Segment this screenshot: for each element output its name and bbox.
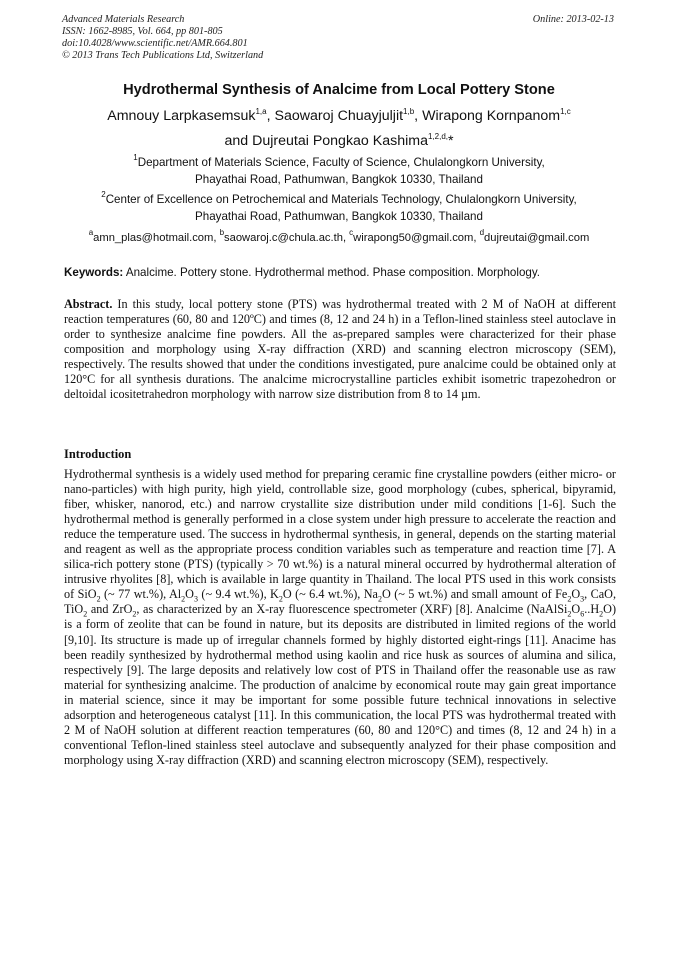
online-date: Online: 2013-02-13 [532, 14, 614, 25]
email-mark: b [219, 228, 225, 237]
intro-subscript: 2 [278, 594, 283, 604]
author-and: and [224, 133, 253, 149]
journal-doi: doi:10.4028/www.scientific.net/AMR.664.801 [62, 38, 248, 49]
email-link[interactable]: wirapong50@gmail.com, [353, 232, 480, 244]
abstract [64, 297, 616, 402]
intro-text: O (~ 6.4 wt.%), Na [282, 587, 378, 602]
intro-subscript: 2 [377, 594, 382, 604]
keywords [64, 266, 616, 280]
author-name: Dujreutai Pongkao Kashima [252, 133, 428, 149]
corresponding-star: * [447, 133, 454, 149]
email-link[interactable]: saowaroj.c@chula.ac.th, [224, 232, 350, 244]
abstract-label: Abstract. [64, 297, 113, 311]
intro-text: O) is a form of zeolite that can be found in nature, but its deposits are distributed in limited regions of the world [9,10]. Its structure is made up of irregular channels formed by highly distorted eight-rings [11]. Anacime has been readily synthesized by hydrothermal method using kaolin and rice husk as sources of alumina and silica, respectively [9]. The large deposits and relatively low cost of PTS in Thailand offer the reasonable use as raw material for synthesizing analcime. The production of analcime by economical route may gain great importance in material science, since it may be important for some possible future technical innovations in selective adsorption and heterogeneous catalyst [11]. In this communication, the local PTS was hydrothermal treated with 2 M of NaOH solution at different reaction temperatures (60, 80 and 120°C) and times (8, 12 and 24 h) in a conventional Teflon-lined stainless steel autoclave and subsequently analyzed for their phase composition and morphology using X-ray diffraction (XRD) and scanning electron microscopy (SEM), respectively. [64, 602, 617, 767]
email-mark: c [349, 228, 354, 237]
affiliation-mark: 1 [133, 153, 138, 162]
intro-text: , CaO, TiO [64, 587, 617, 617]
journal-header [62, 14, 263, 62]
introduction-body [64, 467, 616, 768]
affiliation-text: Department of Materials Science, Faculty of Science, Chulalongkorn University, [137, 156, 545, 169]
author-affil-mark: 1,a [255, 107, 267, 116]
abstract-text: In this study, local pottery stone (PTS) was hydrothermal treated with 2 M of NaOH at different reaction temperatures (60, 80 and 120ºC) and times (8, 12 and 24 h) in a Teflon-lined stainless steel autoclave in order to synthesize analcime fine powders. All the as-prepared samples were characterized for their phase composition and morphology using X-ray diffraction (XRD) and scanning electron microscopy (SEM), respectively. The results showed that under the conditions investigated, pure analcime could be obtained only at 120°C for all synthesis durations. The analcime microcrystalline particles exhibit isometric trapezohedron or deltoidal icositetrahedron morphology with narrow size distribution from 8 to 14 µm. [64, 297, 616, 402]
email-mark: d [479, 228, 485, 237]
intro-subscript: 2 [567, 594, 572, 604]
intro-subscript: 2 [96, 594, 101, 604]
author-name: Saowaroj Chuayjuljit [274, 108, 404, 124]
intro-text: Hydrothermal synthesis is a widely used method for preparing ceramic fine crystalline powders (either micro- or nano-particles) with high purity, high yield, controllable size, good morphology (cubes, spherical, bipyramid, fiber, whisker, nanorod, etc.) and narrow crystallite size distribution under mild conditions [1-6]. Such the hydrothermal method is generally performed in a close system under high pressure to accelerate the reaction and reduce the temperature used. The success in hydrothermal synthesis, in general, depends on the starting material and reagent as well as the appropriate process condition variables such as temperature and reaction time [7]. A silica-rich pottery stone (PTS) (typically > 70 wt.%) is a natural mineral occurred by hydrothermal alteration of intrusive rhyolites [8], which is available in large quantity in Thailand. The local PTS used in this work consists of SiO [64, 467, 616, 602]
keywords-label: Keywords: [64, 266, 124, 279]
intro-text: O [185, 587, 194, 602]
intro-subscript: 2 [181, 594, 186, 604]
author-name: Wirapong Kornpanom [422, 108, 561, 124]
intro-subscript: 2 [83, 609, 88, 619]
author-line-2 [30, 132, 648, 150]
email-link[interactable]: amn_plas@hotmail.com, [93, 232, 220, 244]
author-name: Amnouy Larpkasemsuk [107, 108, 256, 124]
paper-title: Hydrothermal Synthesis of Analcime from Local Pottery Stone [123, 82, 555, 98]
author-line-1 [30, 107, 648, 125]
intro-subscript: 2 [567, 609, 572, 619]
journal-issn: ISSN: 1662-8985, Vol. 664, pp 801-805 [62, 26, 223, 37]
author-emails [40, 228, 638, 245]
author-separator: , [266, 108, 275, 124]
email-link[interactable]: dujreutai@gmail.com [484, 232, 590, 244]
affiliation-mark: 2 [101, 190, 106, 199]
affiliation-text: Phayathai Road, Pathumwan, Bangkok 10330, Thailand [195, 209, 483, 223]
affiliation-text: Phayathai Road, Pathumwan, Bangkok 10330, Thailand [195, 172, 483, 186]
keywords-text: Analcime. Pottery stone. Hydrothermal method. Phase composition. Morphology. [123, 266, 540, 279]
affiliation-2 [40, 192, 638, 225]
intro-text: O (~ 5 wt.%) and small amount of Fe [381, 587, 568, 602]
intro-subscript: 2 [599, 609, 604, 619]
intro-text: (~ 9.4 wt.%), K [197, 587, 279, 602]
intro-text: and ZrO [87, 602, 133, 617]
intro-text: ..H [584, 602, 600, 617]
author-affil-mark: 1,c [560, 107, 571, 116]
intro-text: , as characterized by an X-ray fluorescence spectrometer (XRF) [8]. Analcime (NaAlSi [136, 602, 568, 617]
email-mark: a [88, 228, 94, 237]
author-affil-mark: 1,2,d, [427, 132, 448, 141]
intro-subscript: 3 [193, 594, 198, 604]
intro-text: O [571, 587, 581, 602]
journal-name: Advanced Materials Research [62, 14, 185, 25]
author-separator: , [414, 108, 423, 124]
intro-subscript: 2 [132, 609, 137, 619]
section-heading: Introduction [64, 447, 132, 461]
author-affil-mark: 1,b [403, 107, 415, 116]
journal-copyright: © 2013 Trans Tech Publications Ltd, Switzerland [62, 50, 264, 61]
affiliation-text: Center of Excellence on Petrochemical and Materials Technology, Chulalongkorn University, [105, 193, 577, 206]
affiliations [40, 155, 638, 229]
intro-subscript: 6 [580, 609, 585, 619]
intro-subscript: 3 [580, 594, 585, 604]
affiliation-1 [40, 155, 638, 188]
intro-text: O [571, 602, 581, 617]
intro-text: (~ 77 wt.%), Al [100, 587, 182, 602]
